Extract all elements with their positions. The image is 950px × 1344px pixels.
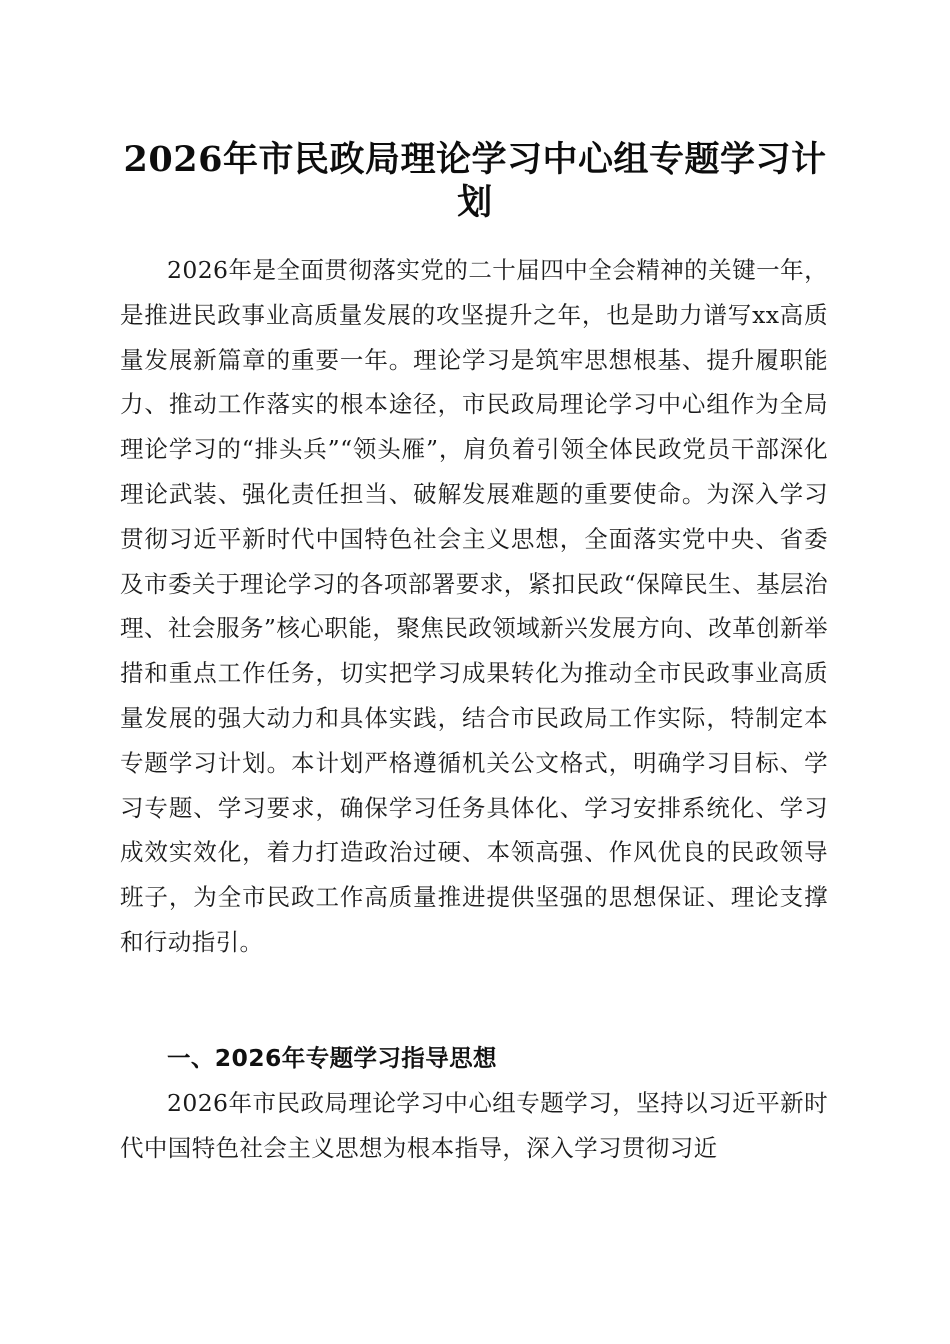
section-paragraph: 2026年市民政局理论学习中心组专题学习，坚持以习近平新时代中国特色社会主义思想为根本指导，深入学习贯彻习近 [120, 1089, 828, 1162]
section-heading: 一、2026年专题学习指导思想 [167, 1044, 497, 1072]
document-title: 2026年市民政局理论学习中心组专题学习计划 [123, 139, 827, 223]
intro-paragraph: 2026年是全面贯彻落实党的二十届四中全会精神的关键一年，是推进民政事业高质量发展的攻坚提升之年，也是助力谱写xx高质量发展新篇章的重要一年。理论学习是筑牢思想根基、提升履职能力、推动工作落实的根本途径，市民政局理论学习中心组作为全局理论学习的“排头兵”“领头雁”，肩负着引领全体民政党员干部深化理论武装、强化责任担当、破解发展难题的重要使命。为深入学习贯彻习近平新时代中国特色社会主义思想，全面落实党中央、省委及市委关于理论学习的各项部署要求，紧扣民政“保障民生、基层治理、社会服务”核心职能，聚焦民政领域新兴发展方向、改革创新举措和重点工作任务，切实把学习成果转化为推动全市民政事业高质量发展的强大动力和具体实践，结合市民政局工作实际，特制定本专题学习计划。本计划严格遵循机关公文格式，明确学习目标、学习专题、学习要求，确保学习任务具体化、学习安排系统化、学习成效实效化，着力打造政治过硬、本领高强、作风优良的民政领导班子，为全市民政工作高质量推进提供坚强的思想保证、理论支撑和行动指引。 [120, 256, 828, 956]
